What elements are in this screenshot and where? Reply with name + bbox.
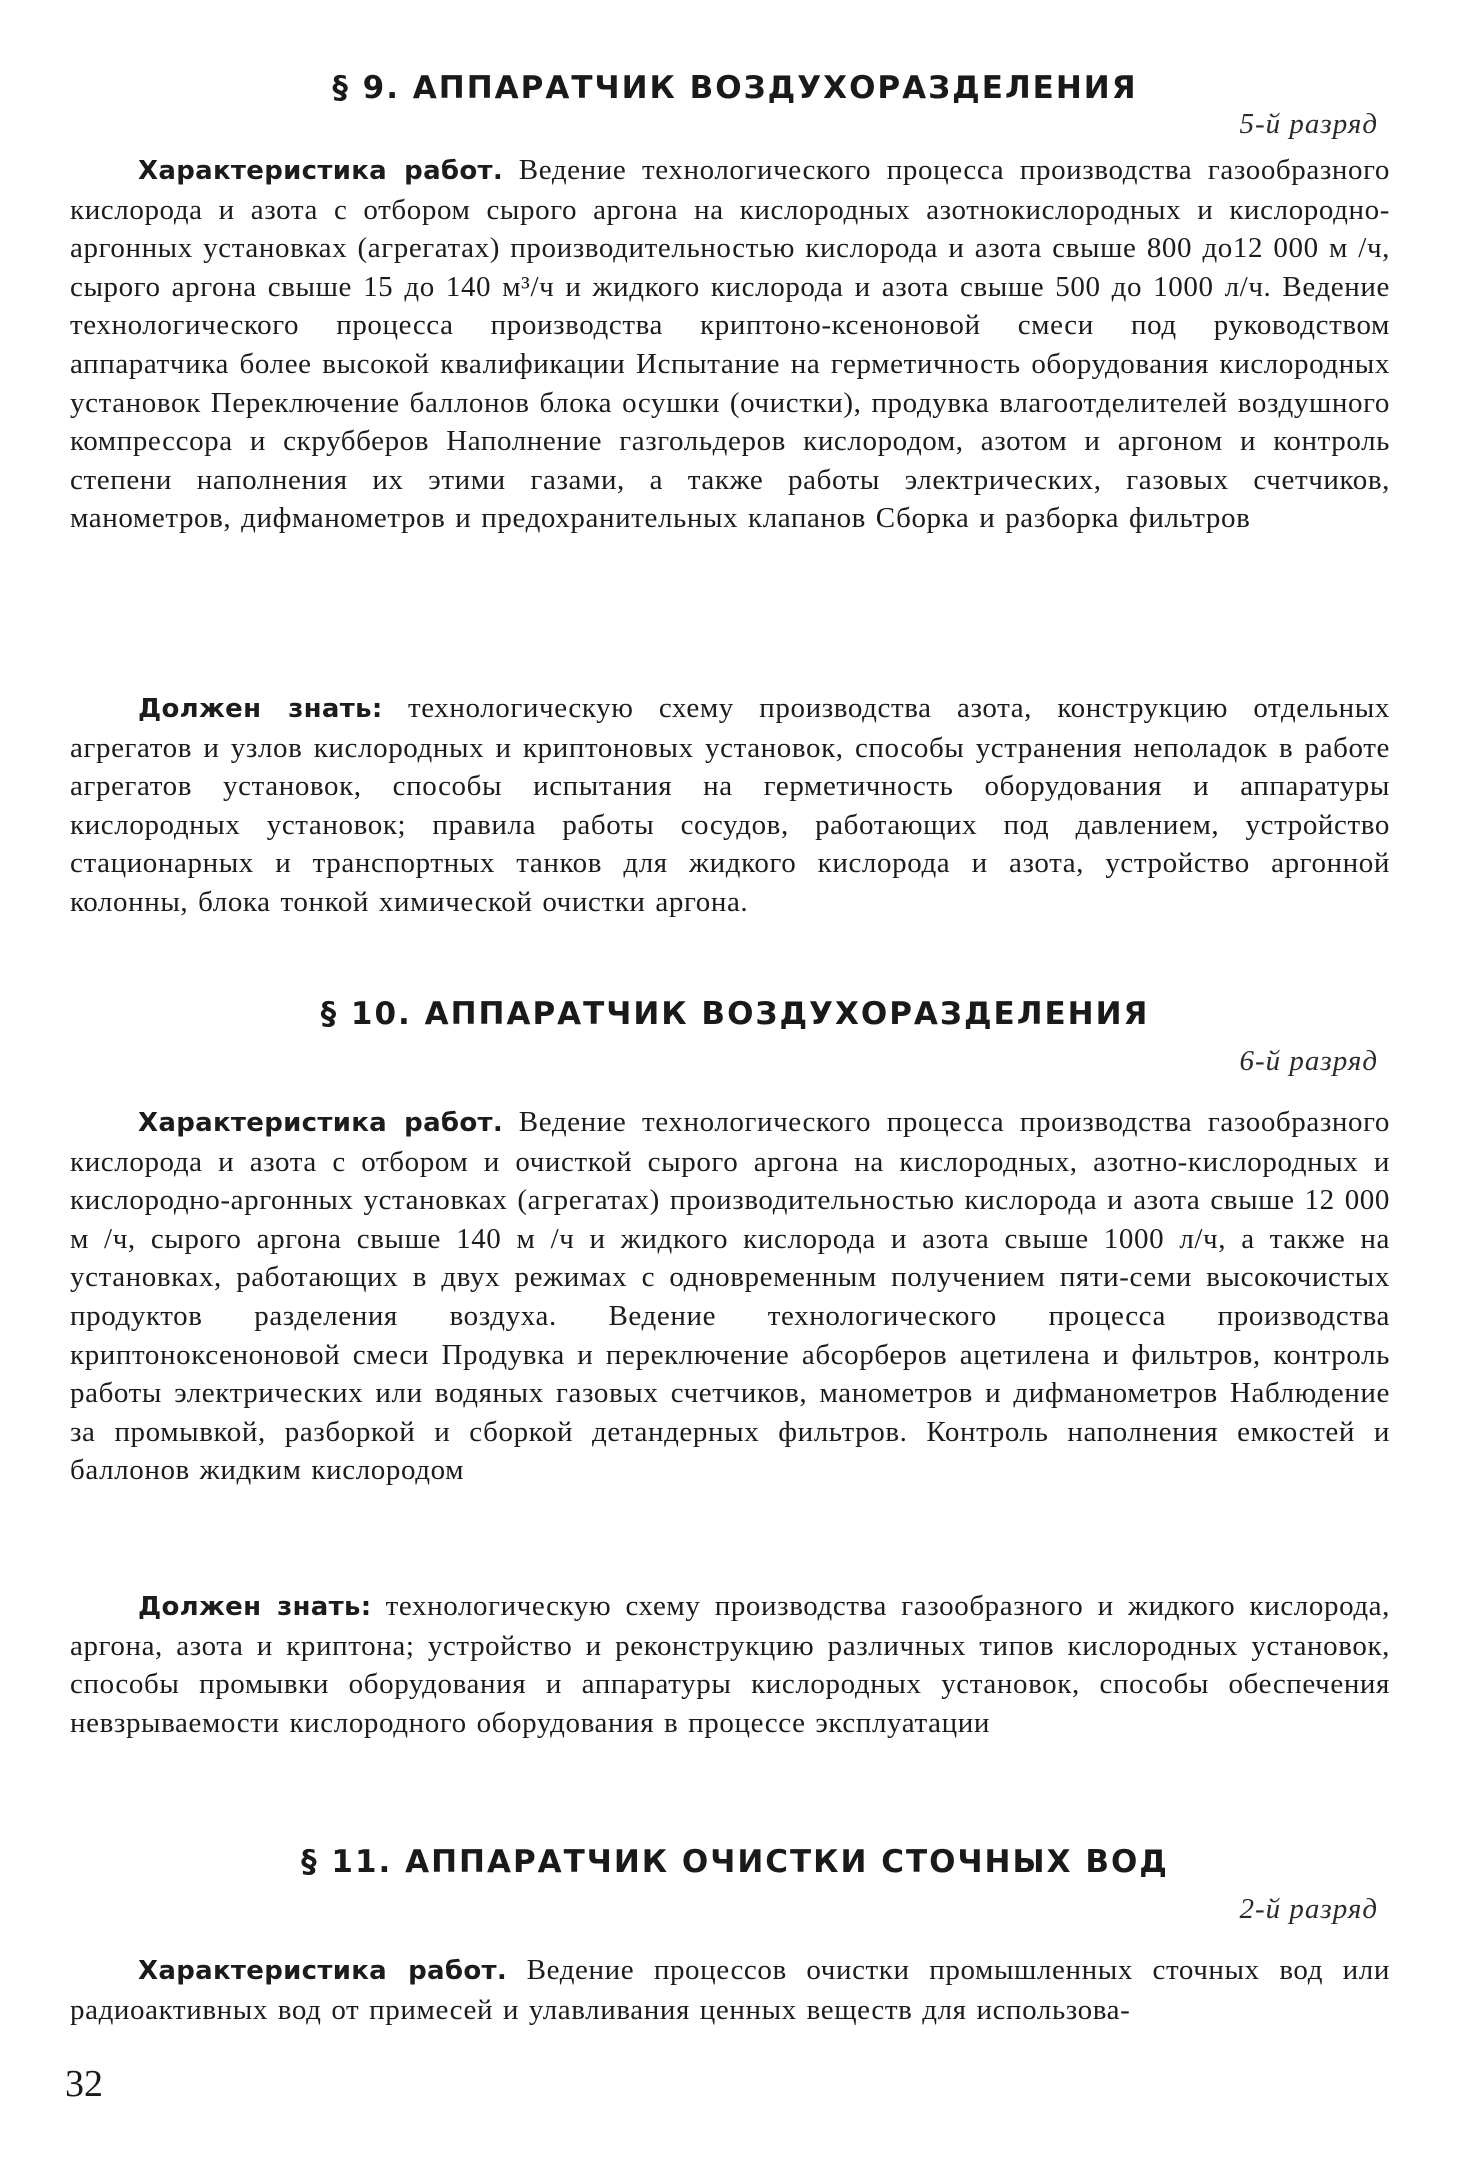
section-9-characteristic-text: Ведение технологического процесса производства газообразного кислорода и азота с отбором сырого аргона на кислородных азотнокислородных и кислородно-аргонных установках (агрегатах) производительностью кислорода и азота свыше 800 до12 000 м /ч, сырого аргона свыше 15 до 140 м³/ч и жидкого кислорода и азота свыше 500 до 1000 л/ч. Ведение технологического процесса производства криптоно-ксеноновой смеси под руководством аппаратчика более высокой квалификации Испытание на герметичность оборудования кислородных установок Переключение баллонов блока осушки (очистки), продувка влагоотделителей воздушного компрессора и скрубберов Наполнение газгольдеров кислородом, азотом и аргоном и контроль степени наполнения их этими газами, а также работы электрических, газовых счетчиков, манометров, дифманометров и предохранительных клапанов Сборка и разборка фильтров — [70, 154, 1390, 535]
section-9-characteristic-lead: Характеристика работ. — [138, 156, 504, 186]
section-9-knowledge-text: технологическую схему производства азота, конструкцию отдельных агрегатов и узлов кислородных и криптоновых установок, способы устранения неполадок в работе агрегатов установок, способы испытания на герметичность оборудования и аппаратуры кислородных установок; правила работы сосудов, работающих под давлением, устройство стационарных и транспортных танков для жидкого кислорода и азота, устройство аргонной колонны, блока тонкой химической очистки аргона. — [70, 692, 1390, 918]
section-11-characteristic-text: Ведение процессов очистки промышленных сточных вод или радиоактивных вод от примесей и улавливания ценных веществ для использова- — [70, 1954, 1390, 2026]
section-10-knowledge — [70, 1587, 1390, 1742]
section-10-characteristic-lead: Характеристика работ. — [138, 1108, 504, 1138]
section-10-knowledge-text: технологическую схему производства газообразного и жидкого кислорода, аргона, азота и криптона; устройство и реконструкцию различных типов кислородных установок, способы промывки оборудования и аппаратуры кислородных установок, способы обеспечения невзрываемости кислородного оборудования в процессе эксплуатации — [70, 1590, 1391, 1739]
section-9-knowledge — [70, 689, 1390, 922]
section-10-grade: 6-й разряд — [1239, 1045, 1378, 1077]
section-11-characteristic — [70, 1951, 1390, 2029]
section-11-title: § 11. АППАРАТЧИК ОЧИСТКИ СТОЧНЫХ ВОД — [301, 1844, 1169, 1880]
section-10-knowledge-lead: Должен знать: — [138, 1592, 372, 1622]
page-number: 32 — [65, 2063, 103, 2105]
section-10-title: § 10. АППАРАТЧИК ВОЗДУХОРАЗДЕЛЕНИЯ — [320, 996, 1150, 1032]
section-9-title: § 9. АППАРАТЧИК ВОЗДУХОРАЗДЕЛЕНИЯ — [332, 70, 1138, 106]
section-9-knowledge-lead: Должен знать: — [138, 694, 383, 724]
section-11-grade: 2-й разряд — [1239, 1893, 1378, 1925]
section-9-grade: 5-й разряд — [1239, 108, 1378, 140]
section-11-characteristic-lead: Характеристика работ. — [138, 1956, 508, 1986]
section-9-characteristic — [70, 151, 1390, 538]
section-10-characteristic — [70, 1103, 1390, 1490]
section-10-characteristic-text: Ведение технологического процесса производства газообразного кислорода и азота с отбором и очисткой сырого аргона на кислородных, азотно-кислородных и кислородно-аргонных установках (агрегатах) производительностью кислорода и азота свыше 12 000 м /ч, сырого аргона свыше 140 м /ч и жидкого кислорода и азота свыше 1000 л/ч, а также на установках, работающих в двух режимах с одновременным получением пяти-семи высокочистых продуктов разделения воздуха. Ведение технологического процесса производства криптоноксеноновой смеси Продувка и переключение абсорберов ацетилена и фильтров, контроль работы электрических или водяных газовых счетчиков, манометров и дифманометров Наблюдение за промывкой, разборкой и сборкой детандерных фильтров. Контроль наполнения емкостей и баллонов жидким кислородом — [70, 1106, 1390, 1487]
